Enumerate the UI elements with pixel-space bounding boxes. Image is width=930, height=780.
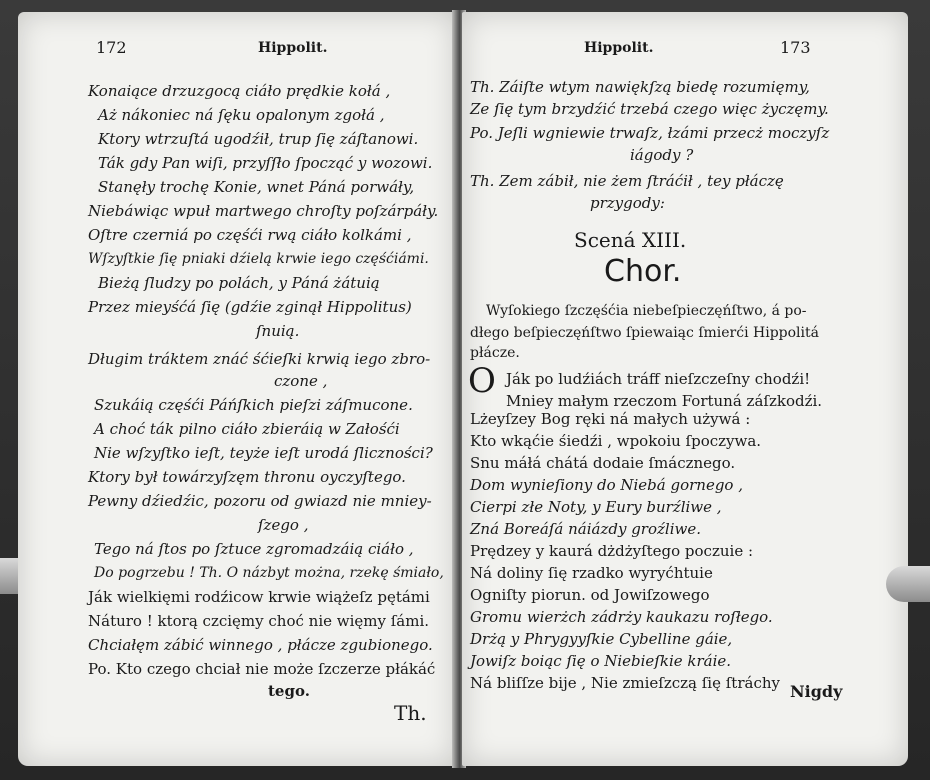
- text-line: Ogniſty piorun. od Jowiſzowego: [470, 586, 710, 604]
- text-line: Ktory wtrzuſtá ugodźił, trup ſię záſtanowi.: [98, 130, 419, 148]
- text-line: Niebáwiąc wpuł martwego chroſty poſzárpáły.: [88, 202, 439, 220]
- text-line: Drżą y Phrygyyſkie Cybelline gáie,: [470, 630, 733, 648]
- text-line: Ták gdy Pan wiſi, przyſſło ſpocząć y wozowi.: [98, 154, 433, 172]
- running-head: Hippolit.: [584, 40, 654, 56]
- text-line: Konaiące drzuzgocą ciáło prędkie kołá ,: [88, 82, 391, 100]
- text-line: ſzego ,: [258, 516, 309, 534]
- text-line: Lżeyſzey Bog ręki ná małych używá :: [470, 410, 751, 428]
- text-line: Ják wielkięmi rodźicow krwie wiążeſz pętámi: [88, 588, 430, 606]
- text-line: Szukáią częśći Páńſkich pieſzi záſmucone.: [94, 396, 413, 414]
- text-line: czone ,: [274, 372, 328, 390]
- chorus-title: Chor.: [604, 254, 682, 289]
- text-line: Bieżą ſludzy po polách, y Páná żátuią: [98, 274, 380, 292]
- page-number: 172: [96, 38, 127, 57]
- text-line: Jowiſz boiąc ſię o Niebieſkie kráie.: [470, 652, 732, 670]
- text-line: Wſzyſtkie ſię pniaki dźielą krwie iego częśćiámi.: [88, 251, 429, 267]
- right-page: [462, 12, 908, 766]
- text-line: Gromu wierżch zádrży kaukazu roſłego.: [470, 608, 773, 626]
- text-line: Tego ná ſtos po ſztuce zgromadzáią ciáło ,: [94, 540, 414, 558]
- text-line: tego.: [268, 682, 310, 700]
- text-line: Ják po ludźiách tráff nieſzczeſny chodźi!: [506, 370, 811, 388]
- text-line: Po. Jeſli wgniewie trwaſz, łzámi przecż moczyſz: [470, 124, 830, 142]
- text-line: A choć ták pilno ciáło zbieráią w Załośći: [94, 420, 400, 438]
- text-line: Ktory był towárzyſzęm thronu oyczyſtego.: [88, 468, 406, 486]
- left-page: [18, 12, 456, 766]
- page-clip-right: [886, 566, 930, 602]
- text-line: Cierpi złe Noty, y Eury burźliwe ,: [470, 498, 722, 516]
- drop-cap: O: [468, 361, 496, 401]
- text-line: Nie wſzyſtko ieſt, teyże ieſt urodá ſliczności?: [94, 444, 433, 462]
- text-line: Oſtre czerniá po częśći rwą ciáło kolkámi ,: [88, 226, 412, 244]
- scene-title: Scená XIII.: [574, 228, 687, 252]
- text-line: Stanęły trochę Konie, wnet Páná porwáły,: [98, 178, 415, 196]
- text-line: Wyſokiego ſzczęśćia niebeſpieczęńſtwo, á po-: [486, 303, 807, 319]
- text-line: Ze ſię tym brzydźić trzebá czego więc życzęmy.: [470, 100, 829, 118]
- text-line: Náturo ! ktorą czcięmy choć nie więmy ſámi.: [88, 612, 430, 630]
- text-line: Th. Záiſte wtym nawiękſzą biedę rozumięmy,: [470, 78, 810, 96]
- text-line: Ná doliny ſię rzadko wyryćhtuie: [470, 564, 713, 582]
- text-line: Aż nákoniec ná ſęku opalonym zgołá ,: [98, 106, 385, 124]
- text-line: ſnuią.: [256, 322, 300, 340]
- text-line: Do pogrzebu ! Th. O názbyt można, rzekę śmiało,: [94, 565, 444, 581]
- text-line: Th.: [394, 701, 427, 725]
- text-line: Snu máłá chátá dodaie ſmácznego.: [470, 454, 736, 472]
- running-head: Hippolit.: [258, 40, 328, 56]
- text-line: Dom wynieſiony do Niebá gornego ,: [470, 476, 744, 494]
- text-line: przygody:: [590, 194, 665, 212]
- text-line: Długim tráktem znáć śćieſki krwią iego zbro-: [88, 350, 431, 368]
- text-line: iágody ?: [630, 146, 694, 164]
- text-line: Pewny dźiedźic, pozoru od gwiazd nie mniey-: [88, 492, 432, 510]
- text-line: Chciałęm zábić winnego , płácze zgubionego.: [88, 636, 433, 654]
- page-number: 173: [780, 38, 811, 57]
- text-line: płácze.: [470, 345, 520, 361]
- text-line: Kto wkąćie śiedźi , wpokoiu ſpoczywa.: [470, 432, 762, 450]
- text-line: Zná Boreáſá náiázdy groźliwe.: [470, 520, 701, 538]
- text-line: Ná bliſſze bije , Nie zmieſzczą ſię ſtráchy: [470, 674, 780, 692]
- text-line: Mniey małym rzeczom Fortuná záſzkodźi.: [506, 392, 823, 410]
- text-line: Prędzey y kaurá dżdżyſtego poczuie :: [470, 542, 754, 560]
- text-line: Th. Zem zábił, nie żem ſtráćił , tey płáczę: [470, 172, 784, 190]
- text-line: Przez mieyśćá ſię (gdźie zginął Hippolitus): [88, 298, 412, 316]
- catchword: Nigdy: [790, 682, 843, 701]
- text-line: Po. Kto czego chciał nie może ſzczerze płákáć: [88, 660, 436, 678]
- text-line: dłego beſpieczęńſtwo ſpiewaiąc ſmierći Hippolitá: [470, 325, 819, 341]
